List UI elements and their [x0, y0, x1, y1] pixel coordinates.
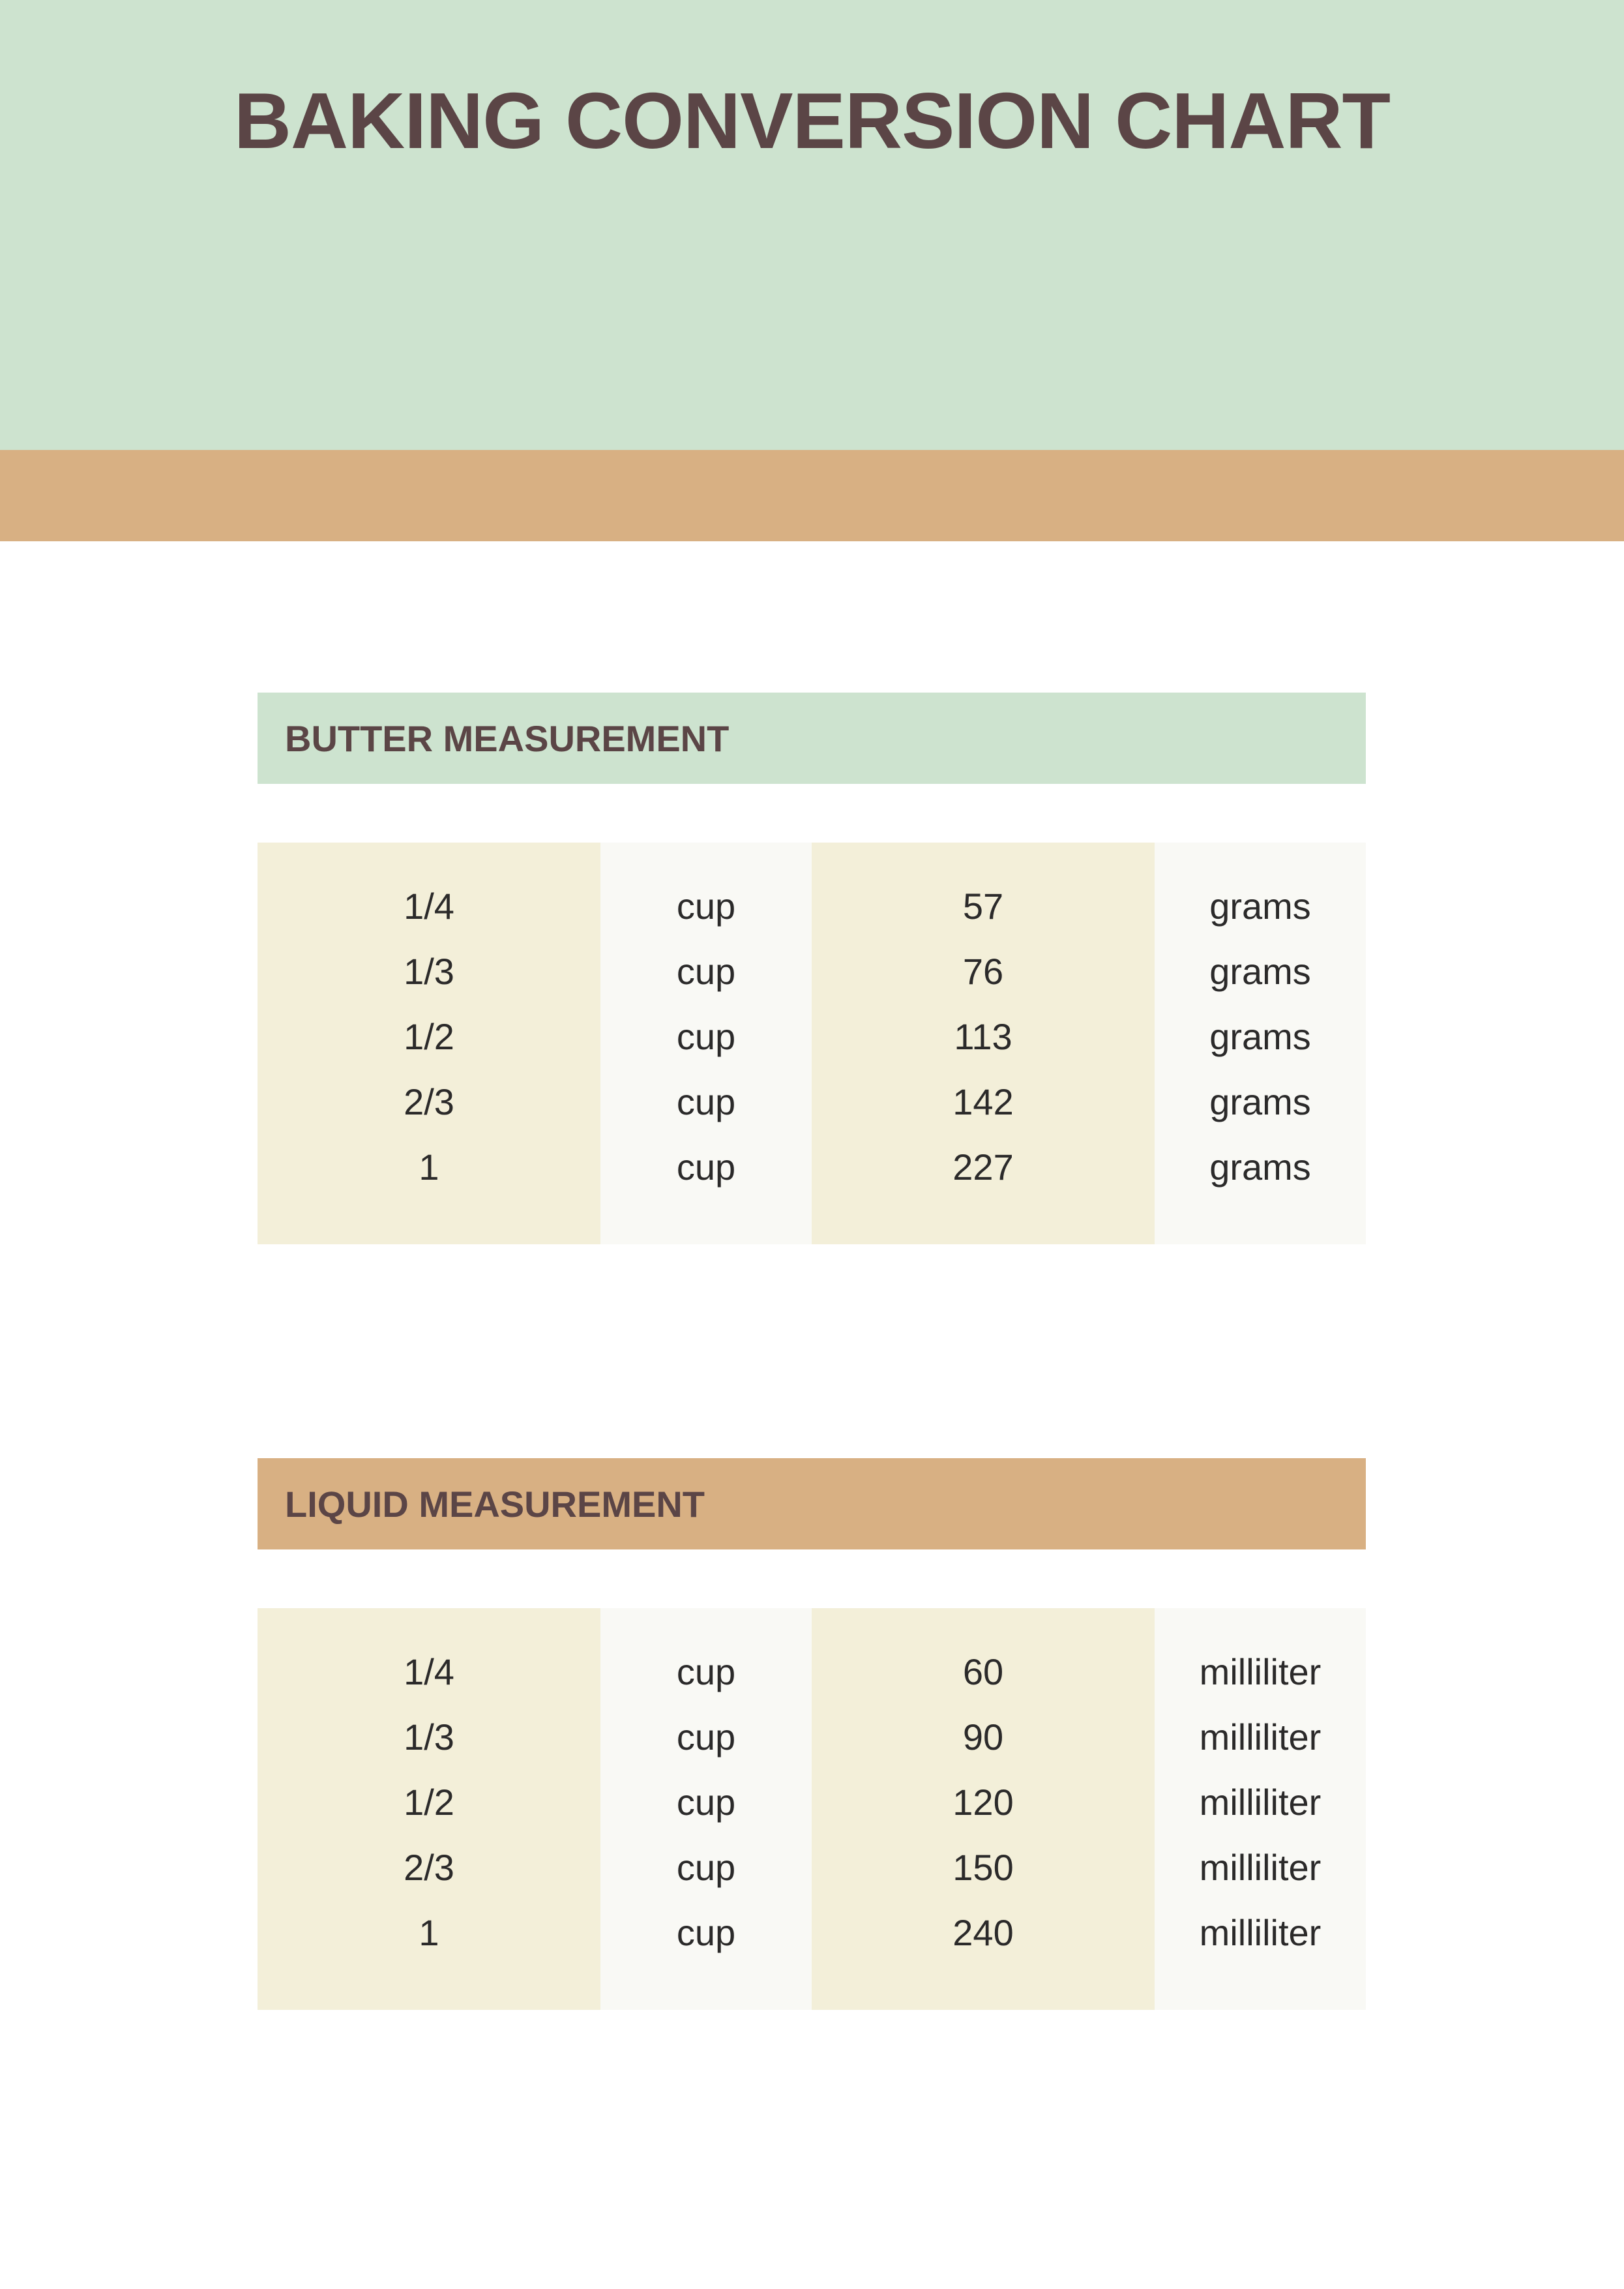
table-cell: grams: [1209, 1016, 1311, 1057]
table-cell: 1/4: [404, 886, 454, 927]
table-cell: 120: [952, 1782, 1014, 1823]
table-cell: grams: [1209, 886, 1311, 927]
table-cell: grams: [1209, 1081, 1311, 1122]
table-cell: milliliter: [1199, 1847, 1321, 1888]
table-cell: grams: [1209, 951, 1311, 992]
liquid-metric-column: [1155, 1608, 1366, 2010]
table-cell: 227: [952, 1146, 1014, 1188]
table-cell: 1: [419, 1912, 439, 1953]
table-cell: 1/3: [404, 1716, 454, 1758]
table-cell: 1: [419, 1146, 439, 1188]
header-band: [0, 0, 1624, 450]
table-cell: 113: [954, 1016, 1012, 1057]
table-cell: cup: [676, 1912, 736, 1953]
butter-metric-column: [1155, 843, 1366, 1244]
table-cell: 60: [962, 1651, 1004, 1692]
butter-value-column: [812, 843, 1155, 1244]
table-cell: 2/3: [404, 1081, 454, 1122]
page-title: BAKING CONVERSION CHART: [233, 76, 1391, 165]
table-cell: milliliter: [1199, 1782, 1321, 1823]
butter-heading-label: BUTTER MEASUREMENT: [285, 717, 730, 759]
table-cell: milliliter: [1199, 1912, 1321, 1953]
butter-section-heading: [258, 693, 1366, 784]
table-cell: cup: [676, 1847, 736, 1888]
table-cell: 76: [962, 951, 1004, 992]
liquid-amount-column: [258, 1608, 600, 2010]
liquid-unit-column: [600, 1608, 812, 2010]
table-cell: cup: [676, 886, 736, 927]
accent-band: [0, 450, 1624, 541]
butter-table: [258, 843, 1366, 1244]
table-cell: milliliter: [1199, 1716, 1321, 1758]
butter-amount-column: [258, 843, 600, 1244]
table-cell: cup: [676, 1651, 736, 1692]
table-cell: cup: [676, 951, 736, 992]
table-cell: grams: [1209, 1146, 1311, 1188]
table-cell: 1/2: [404, 1782, 454, 1823]
liquid-value-column: [812, 1608, 1155, 2010]
table-cell: cup: [676, 1146, 736, 1188]
table-cell: 1/2: [404, 1016, 454, 1057]
liquid-table: [258, 1608, 1366, 2010]
table-cell: 142: [952, 1081, 1014, 1122]
table-cell: 1/4: [404, 1651, 454, 1692]
table-cell: 1/3: [404, 951, 454, 992]
table-cell: cup: [676, 1016, 736, 1057]
table-cell: 150: [952, 1847, 1014, 1888]
table-cell: cup: [676, 1081, 736, 1122]
table-cell: 90: [962, 1716, 1004, 1758]
liquid-heading-label: LIQUID MEASUREMENT: [285, 1483, 705, 1525]
table-cell: milliliter: [1199, 1651, 1321, 1692]
table-cell: cup: [676, 1782, 736, 1823]
table-cell: 2/3: [404, 1847, 454, 1888]
table-cell: 57: [962, 886, 1004, 927]
liquid-section-heading: [258, 1458, 1366, 1549]
table-cell: 240: [952, 1912, 1014, 1953]
butter-unit-column: [600, 843, 812, 1244]
table-cell: cup: [676, 1716, 736, 1758]
